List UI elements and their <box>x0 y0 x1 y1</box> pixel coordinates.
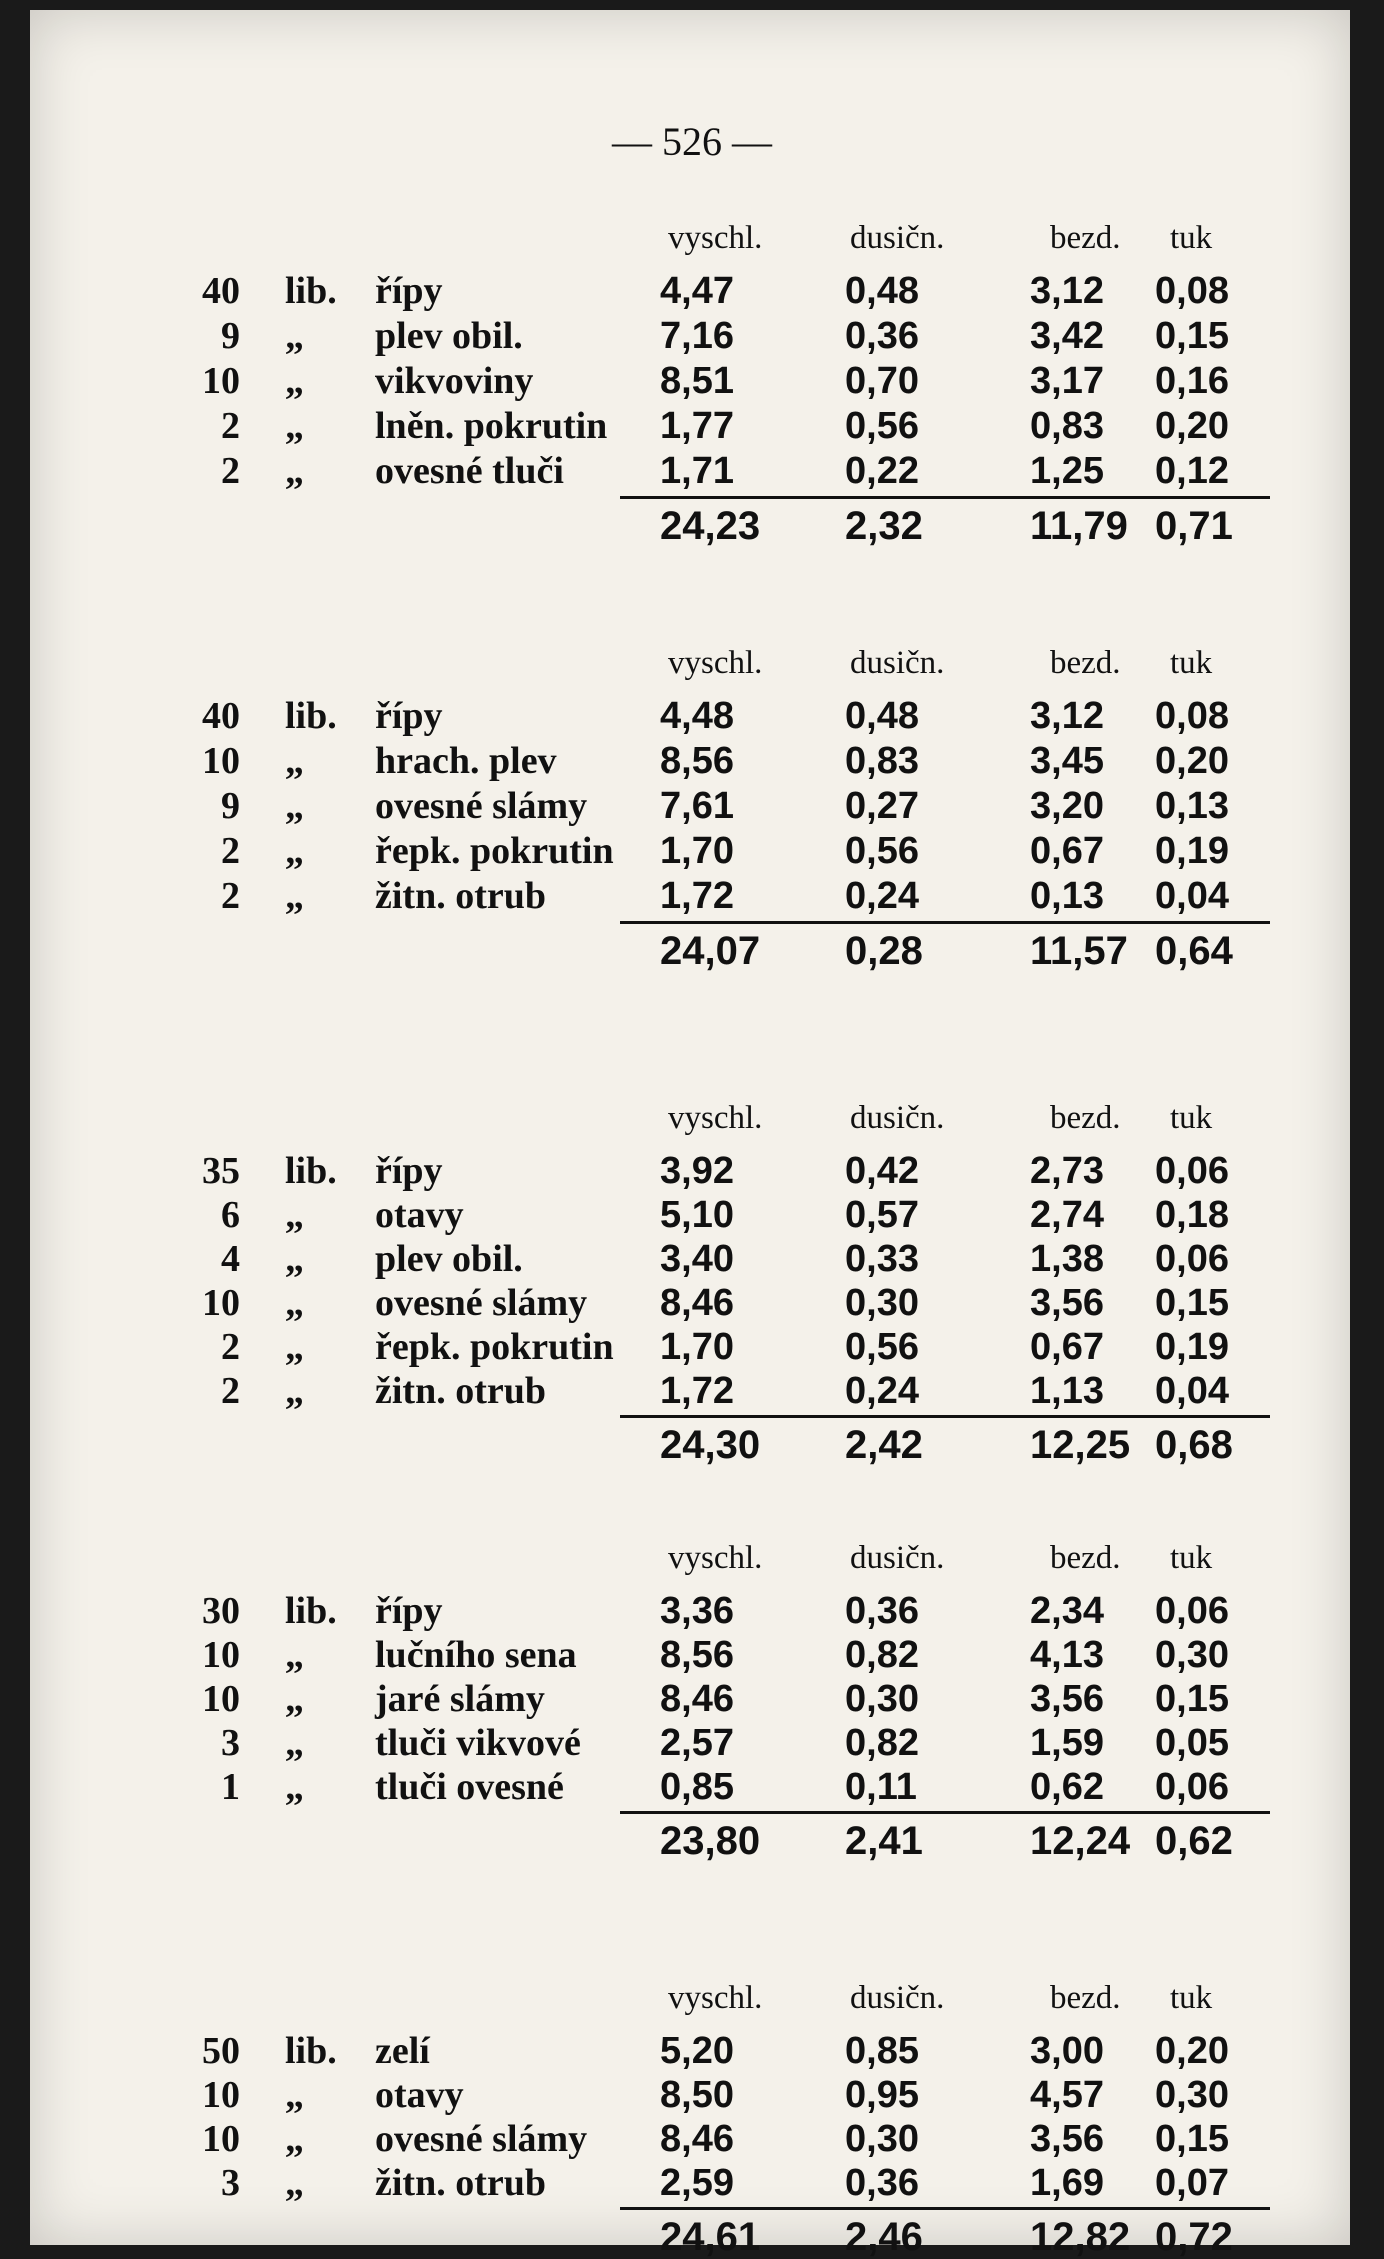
ingredient-name: otavy <box>375 1194 464 1236</box>
total-dusicn: 2,46 <box>845 2215 923 2259</box>
column-header: dusičn. <box>850 220 945 256</box>
table-row <box>0 874 1384 918</box>
total-row <box>0 2215 1384 2259</box>
value-vyschl: 8,56 <box>660 740 734 782</box>
column-header: bezd. <box>1050 220 1121 256</box>
table-row <box>0 694 1384 738</box>
total-row <box>0 504 1384 548</box>
sum-rule <box>620 921 1270 924</box>
value-bezd: 3,56 <box>1030 2118 1104 2160</box>
table-row <box>0 2029 1384 2073</box>
page-number: — 526 — <box>612 119 772 164</box>
sum-rule <box>620 496 1270 499</box>
value-bezd: 3,00 <box>1030 2030 1104 2072</box>
table-row <box>0 2073 1384 2117</box>
table-row <box>0 2117 1384 2161</box>
ingredient-name: ovesné slámy <box>375 785 588 827</box>
total-bezd: 12,82 <box>1030 2215 1131 2259</box>
table-row <box>0 1765 1384 1809</box>
value-vyschl: 8,46 <box>660 1282 734 1324</box>
total-bezd: 12,24 <box>1030 1819 1131 1863</box>
column-header: bezd. <box>1050 1540 1121 1576</box>
value-dusicn: 0,56 <box>845 405 919 447</box>
quantity: 10 <box>202 1634 240 1676</box>
value-tuk: 0,08 <box>1155 270 1229 312</box>
value-dusicn: 0,70 <box>845 360 919 402</box>
value-vyschl: 1,72 <box>660 1370 734 1412</box>
column-header: dusičn. <box>850 1980 945 2016</box>
total-tuk: 0,72 <box>1155 2215 1233 2259</box>
table-row <box>0 1325 1384 1369</box>
unit: „ <box>285 830 304 872</box>
ingredient-name: tluči ovesné <box>375 1766 564 1808</box>
column-header: vyschl. <box>668 645 763 681</box>
value-tuk: 0,15 <box>1155 1282 1229 1324</box>
ingredient-name: žitn. otrub <box>375 1370 546 1412</box>
value-vyschl: 3,40 <box>660 1238 734 1280</box>
value-vyschl: 5,10 <box>660 1194 734 1236</box>
value-tuk: 0,06 <box>1155 1590 1229 1632</box>
total-vyschl: 24,30 <box>660 1423 761 1467</box>
value-vyschl: 1,70 <box>660 1326 734 1368</box>
column-header: tuk <box>1170 220 1213 256</box>
value-tuk: 0,06 <box>1155 1238 1229 1280</box>
quantity: 10 <box>202 2074 240 2116</box>
unit: „ <box>285 1766 304 1808</box>
total-tuk: 0,68 <box>1155 1423 1233 1467</box>
unit: „ <box>285 405 304 447</box>
table-row <box>0 739 1384 783</box>
value-vyschl: 1,70 <box>660 830 734 872</box>
value-bezd: 3,56 <box>1030 1678 1104 1720</box>
value-tuk: 0,07 <box>1155 2162 1229 2204</box>
unit: „ <box>285 1678 304 1720</box>
value-bezd: 2,74 <box>1030 1194 1104 1236</box>
ingredient-name: řípy <box>375 1150 443 1192</box>
unit: „ <box>285 450 304 492</box>
column-header: dusičn. <box>850 1100 945 1136</box>
value-tuk: 0,30 <box>1155 1634 1229 1676</box>
quantity: 9 <box>221 315 240 357</box>
value-tuk: 0,05 <box>1155 1722 1229 1764</box>
value-dusicn: 0,36 <box>845 2162 919 2204</box>
ingredient-name: lučního sena <box>375 1634 577 1676</box>
value-tuk: 0,16 <box>1155 360 1229 402</box>
total-row <box>0 1819 1384 1863</box>
column-header: tuk <box>1170 645 1213 681</box>
value-tuk: 0,20 <box>1155 2030 1229 2072</box>
total-tuk: 0,71 <box>1155 504 1233 548</box>
value-vyschl: 8,46 <box>660 2118 734 2160</box>
quantity: 1 <box>221 1766 240 1808</box>
total-dusicn: 2,42 <box>845 1423 923 1467</box>
total-tuk: 0,62 <box>1155 1819 1233 1863</box>
quantity: 3 <box>221 1722 240 1764</box>
unit: „ <box>285 2162 304 2204</box>
value-vyschl: 3,92 <box>660 1150 734 1192</box>
value-bezd: 3,12 <box>1030 695 1104 737</box>
unit: „ <box>285 740 304 782</box>
value-bezd: 1,38 <box>1030 1238 1104 1280</box>
value-dusicn: 0,42 <box>845 1150 919 1192</box>
value-bezd: 3,45 <box>1030 740 1104 782</box>
value-dusicn: 0,56 <box>845 830 919 872</box>
column-header: vyschl. <box>668 1100 763 1136</box>
value-tuk: 0,06 <box>1155 1150 1229 1192</box>
unit: „ <box>285 785 304 827</box>
value-vyschl: 7,16 <box>660 315 734 357</box>
value-dusicn: 0,30 <box>845 2118 919 2160</box>
table-row <box>0 1237 1384 1281</box>
value-bezd: 2,34 <box>1030 1590 1104 1632</box>
ingredient-name: ovesné tluči <box>375 450 564 492</box>
value-bezd: 2,73 <box>1030 1150 1104 1192</box>
quantity: 10 <box>202 360 240 402</box>
value-vyschl: 1,72 <box>660 875 734 917</box>
unit: lib. <box>285 2030 337 2072</box>
table-row <box>0 829 1384 873</box>
value-vyschl: 2,59 <box>660 2162 734 2204</box>
value-tuk: 0,13 <box>1155 785 1229 827</box>
value-dusicn: 0,36 <box>845 1590 919 1632</box>
quantity: 9 <box>221 785 240 827</box>
unit: lib. <box>285 695 337 737</box>
column-header: bezd. <box>1050 645 1121 681</box>
sum-rule <box>620 1811 1270 1814</box>
ingredient-name: zelí <box>375 2030 430 2072</box>
sum-rule <box>620 2207 1270 2210</box>
value-dusicn: 0,24 <box>845 1370 919 1412</box>
value-dusicn: 0,82 <box>845 1634 919 1676</box>
value-tuk: 0,19 <box>1155 1326 1229 1368</box>
ingredient-name: ovesné slámy <box>375 1282 588 1324</box>
value-dusicn: 0,30 <box>845 1282 919 1324</box>
total-bezd: 11,57 <box>1030 929 1128 973</box>
ingredient-name: ovesné slámy <box>375 2118 588 2160</box>
ingredient-name: řípy <box>375 1590 443 1632</box>
value-bezd: 3,42 <box>1030 315 1104 357</box>
value-tuk: 0,15 <box>1155 315 1229 357</box>
total-row <box>0 929 1384 973</box>
table-row <box>0 1369 1384 1413</box>
quantity: 10 <box>202 740 240 782</box>
value-dusicn: 0,57 <box>845 1194 919 1236</box>
value-vyschl: 8,50 <box>660 2074 734 2116</box>
sum-rule <box>620 1415 1270 1418</box>
value-bezd: 4,13 <box>1030 1634 1104 1676</box>
ingredient-name: žitn. otrub <box>375 875 546 917</box>
quantity: 2 <box>221 830 240 872</box>
value-bezd: 1,25 <box>1030 450 1104 492</box>
total-dusicn: 0,28 <box>845 929 923 973</box>
column-header: tuk <box>1170 1540 1213 1576</box>
total-tuk: 0,64 <box>1155 929 1233 973</box>
quantity: 4 <box>221 1238 240 1280</box>
table-row <box>0 1633 1384 1677</box>
ingredient-name: řípy <box>375 695 443 737</box>
unit: lib. <box>285 1150 337 1192</box>
table-row <box>0 1677 1384 1721</box>
table-row <box>0 1589 1384 1633</box>
quantity: 2 <box>221 405 240 447</box>
quantity: 40 <box>202 695 240 737</box>
unit: „ <box>285 360 304 402</box>
value-bezd: 1,59 <box>1030 1722 1104 1764</box>
value-vyschl: 8,46 <box>660 1678 734 1720</box>
quantity: 10 <box>202 1282 240 1324</box>
ingredient-name: tluči vikvové <box>375 1722 581 1764</box>
table-row <box>0 1721 1384 1765</box>
total-vyschl: 24,23 <box>660 504 761 548</box>
table-row <box>0 404 1384 448</box>
value-tuk: 0,04 <box>1155 1370 1229 1412</box>
unit: „ <box>285 1194 304 1236</box>
quantity: 2 <box>221 1326 240 1368</box>
ingredient-name: lněn. pokrutin <box>375 405 608 447</box>
ingredient-name: otavy <box>375 2074 464 2116</box>
total-dusicn: 2,41 <box>845 1819 923 1863</box>
column-header: dusičn. <box>850 645 945 681</box>
ingredient-name: jaré slámy <box>375 1678 545 1720</box>
unit: „ <box>285 1238 304 1280</box>
value-tuk: 0,20 <box>1155 740 1229 782</box>
value-bezd: 0,62 <box>1030 1766 1104 1808</box>
column-header: bezd. <box>1050 1100 1121 1136</box>
value-bezd: 4,57 <box>1030 2074 1104 2116</box>
value-vyschl: 5,20 <box>660 2030 734 2072</box>
value-vyschl: 2,57 <box>660 1722 734 1764</box>
value-bezd: 0,83 <box>1030 405 1104 447</box>
value-dusicn: 0,33 <box>845 1238 919 1280</box>
ingredient-name: řepk. pokrutin <box>375 1326 614 1368</box>
unit: „ <box>285 2118 304 2160</box>
value-dusicn: 0,48 <box>845 695 919 737</box>
quantity: 40 <box>202 270 240 312</box>
table-row <box>0 359 1384 403</box>
unit: lib. <box>285 1590 337 1632</box>
table-row <box>0 1149 1384 1193</box>
value-bezd: 3,17 <box>1030 360 1104 402</box>
value-tuk: 0,18 <box>1155 1194 1229 1236</box>
quantity: 2 <box>221 450 240 492</box>
value-tuk: 0,12 <box>1155 450 1229 492</box>
table-row <box>0 269 1384 313</box>
column-header: bezd. <box>1050 1980 1121 2016</box>
value-dusicn: 0,30 <box>845 1678 919 1720</box>
table-row <box>0 449 1384 493</box>
value-bezd: 0,67 <box>1030 830 1104 872</box>
value-bezd: 3,20 <box>1030 785 1104 827</box>
value-tuk: 0,06 <box>1155 1766 1229 1808</box>
unit: „ <box>285 1282 304 1324</box>
total-vyschl: 24,07 <box>660 929 761 973</box>
ingredient-name: řepk. pokrutin <box>375 830 614 872</box>
total-vyschl: 23,80 <box>660 1819 761 1863</box>
unit: „ <box>285 1722 304 1764</box>
column-header: vyschl. <box>668 1540 763 1576</box>
value-tuk: 0,15 <box>1155 2118 1229 2160</box>
value-dusicn: 0,56 <box>845 1326 919 1368</box>
quantity: 30 <box>202 1590 240 1632</box>
value-bezd: 1,69 <box>1030 2162 1104 2204</box>
value-vyschl: 8,51 <box>660 360 734 402</box>
ingredient-name: plev obil. <box>375 315 523 357</box>
unit: „ <box>285 1634 304 1676</box>
quantity: 6 <box>221 1194 240 1236</box>
table-row <box>0 784 1384 828</box>
quantity: 2 <box>221 1370 240 1412</box>
ingredient-name: vikvoviny <box>375 360 534 402</box>
column-header: tuk <box>1170 1980 1213 2016</box>
value-bezd: 3,56 <box>1030 1282 1104 1324</box>
table-row <box>0 1281 1384 1325</box>
value-vyschl: 0,85 <box>660 1766 734 1808</box>
value-dusicn: 0,85 <box>845 2030 919 2072</box>
table-row <box>0 2161 1384 2205</box>
value-tuk: 0,08 <box>1155 695 1229 737</box>
value-dusicn: 0,95 <box>845 2074 919 2116</box>
value-bezd: 0,13 <box>1030 875 1104 917</box>
value-dusicn: 0,27 <box>845 785 919 827</box>
ingredient-name: plev obil. <box>375 1238 523 1280</box>
unit: „ <box>285 1326 304 1368</box>
value-bezd: 1,13 <box>1030 1370 1104 1412</box>
unit: lib. <box>285 270 337 312</box>
quantity: 2 <box>221 875 240 917</box>
value-dusicn: 0,83 <box>845 740 919 782</box>
value-tuk: 0,15 <box>1155 1678 1229 1720</box>
value-vyschl: 4,47 <box>660 270 734 312</box>
value-vyschl: 8,56 <box>660 1634 734 1676</box>
total-row <box>0 1423 1384 1467</box>
value-dusicn: 0,22 <box>845 450 919 492</box>
value-tuk: 0,19 <box>1155 830 1229 872</box>
unit: „ <box>285 315 304 357</box>
column-header: dusičn. <box>850 1540 945 1576</box>
ingredient-name: hrach. plev <box>375 740 557 782</box>
unit: „ <box>285 2074 304 2116</box>
quantity: 10 <box>202 1678 240 1720</box>
value-tuk: 0,30 <box>1155 2074 1229 2116</box>
quantity: 3 <box>221 2162 240 2204</box>
quantity: 35 <box>202 1150 240 1192</box>
total-dusicn: 2,32 <box>845 504 923 548</box>
value-dusicn: 0,11 <box>845 1766 917 1808</box>
value-vyschl: 3,36 <box>660 1590 734 1632</box>
ingredient-name: řípy <box>375 270 443 312</box>
ingredient-name: žitn. otrub <box>375 2162 546 2204</box>
total-bezd: 12,25 <box>1030 1423 1131 1467</box>
unit: „ <box>285 1370 304 1412</box>
column-header: vyschl. <box>668 1980 763 2016</box>
value-dusicn: 0,24 <box>845 875 919 917</box>
total-vyschl: 24,61 <box>660 2215 761 2259</box>
table-row <box>0 1193 1384 1237</box>
value-dusicn: 0,82 <box>845 1722 919 1764</box>
value-vyschl: 4,48 <box>660 695 734 737</box>
unit: „ <box>285 875 304 917</box>
value-vyschl: 1,77 <box>660 405 734 447</box>
value-dusicn: 0,36 <box>845 315 919 357</box>
value-bezd: 3,12 <box>1030 270 1104 312</box>
value-tuk: 0,04 <box>1155 875 1229 917</box>
quantity: 50 <box>202 2030 240 2072</box>
column-header: vyschl. <box>668 220 763 256</box>
table-row <box>0 314 1384 358</box>
value-tuk: 0,20 <box>1155 405 1229 447</box>
value-vyschl: 7,61 <box>660 785 734 827</box>
value-vyschl: 1,71 <box>660 450 734 492</box>
quantity: 10 <box>202 2118 240 2160</box>
value-dusicn: 0,48 <box>845 270 919 312</box>
total-bezd: 11,79 <box>1030 504 1128 548</box>
column-header: tuk <box>1170 1100 1213 1136</box>
value-bezd: 0,67 <box>1030 1326 1104 1368</box>
